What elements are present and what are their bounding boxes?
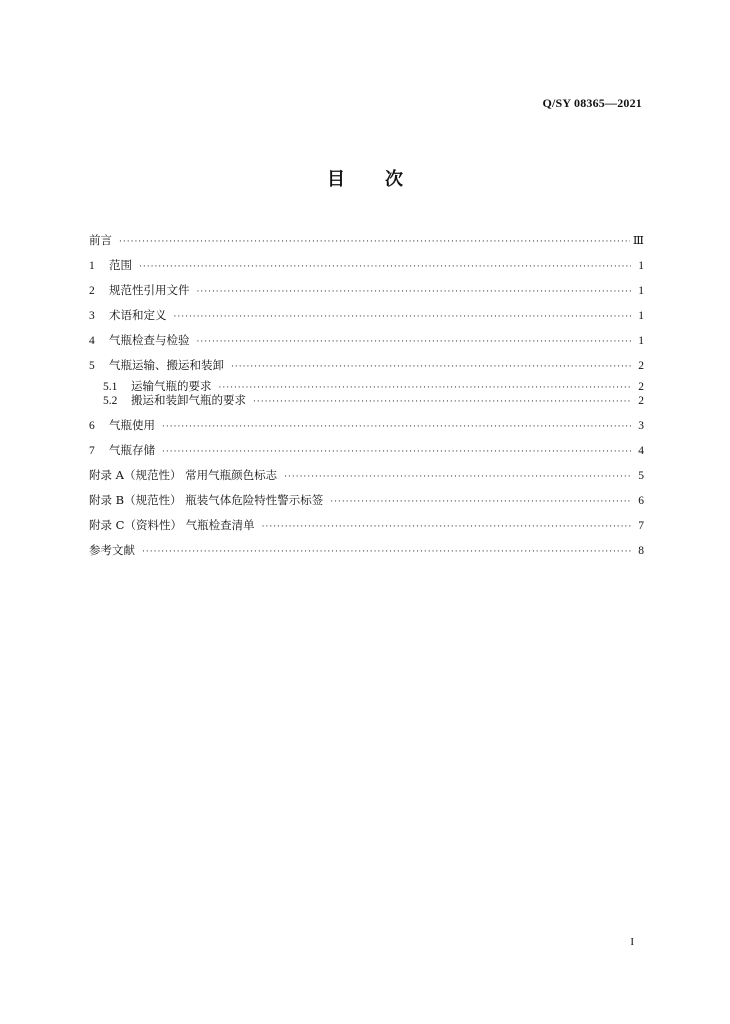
toc-entry-page: 2 [638,395,644,407]
dot-leader [197,284,632,300]
toc-entry-label: 气瓶运输、搬运和装卸 [109,358,224,372]
toc-entry-page: 1 [638,285,644,297]
toc-entry-label: 规范性引用文件 [109,283,190,297]
toc-entry-number: 5 [89,360,95,372]
dot-leader [174,309,632,325]
dot-leader [262,519,631,535]
toc-entry-normative-references[interactable] [89,282,644,307]
dot-leader [162,419,631,435]
dot-leader [231,359,631,375]
toc-entry-label: 气瓶检查与检验 [109,333,190,347]
toc-entry-number: 5.1 [103,381,118,393]
toc-entry-page: 1 [638,335,644,347]
toc-entry-label: 附录 A（规范性） 常用气瓶颜色标志 [89,468,278,482]
dot-leader [162,444,631,460]
toc-entry-label: 气瓶存储 [109,443,155,457]
dot-leader [253,394,631,410]
toc-entry-number: 3 [89,310,95,322]
toc-entry-label: 气瓶使用 [109,418,155,432]
document-code: Q/SY 08365—2021 [542,96,642,110]
toc-entry-number: 2 [89,285,95,297]
toc-entry-page: 3 [638,420,644,432]
dot-leader [197,334,632,350]
toc-entry-page: 7 [638,520,644,532]
toc-entry-label: 附录 B（规范性） 瓶装气体危险特性警示标签 [89,493,324,507]
toc-entry-label: 附录 C（资料性） 气瓶检查清单 [89,518,255,532]
toc-entry-terms[interactable] [89,307,644,332]
toc-entry-page: 2 [638,381,644,393]
toc-entry-page: 8 [638,545,644,557]
dot-leader [284,469,631,485]
table-of-contents [89,232,644,567]
toc-entry-label: 范围 [109,258,132,272]
dot-leader [119,234,630,250]
toc-entry-appendix-c[interactable] [89,517,644,542]
toc-entry-page: 6 [638,495,644,507]
toc-entry-label: 搬运和装卸气瓶的要求 [131,393,246,407]
toc-entry-number: 1 [89,260,95,272]
dot-leader [330,494,631,510]
toc-entry-foreword[interactable] [89,232,644,257]
toc-entry-transport-requirements[interactable] [89,378,644,392]
toc-entry-page: 4 [638,445,644,457]
toc-entry-label: 参考文献 [89,543,135,557]
toc-entry-scope[interactable] [89,257,644,282]
toc-entry-inspection[interactable] [89,332,644,357]
toc-entry-page: Ⅲ [632,235,644,247]
toc-entry-page: 2 [638,360,644,372]
toc-entry-label: 运输气瓶的要求 [131,379,212,393]
toc-title: 目次 [327,169,443,190]
toc-entry-number: 5.2 [103,395,118,407]
dot-leader [139,259,631,275]
toc-entry-number: 6 [89,420,95,432]
page-number: I [630,936,634,948]
toc-entry-appendix-b[interactable] [89,492,644,517]
toc-entry-handling-requirements[interactable] [89,392,644,417]
dot-leader [142,544,631,560]
toc-entry-label: 术语和定义 [109,308,167,322]
toc-entry-page: 1 [638,260,644,272]
toc-entry-usage[interactable] [89,417,644,442]
toc-entry-bibliography[interactable] [89,542,644,567]
toc-entry-page: 5 [638,470,644,482]
toc-entry-appendix-a[interactable] [89,467,644,492]
toc-entry-number: 7 [89,445,95,457]
toc-entry-number: 4 [89,335,95,347]
toc-entry-storage[interactable] [89,442,644,467]
toc-entry-label: 前言 [89,233,112,247]
toc-entry-page: 1 [638,310,644,322]
